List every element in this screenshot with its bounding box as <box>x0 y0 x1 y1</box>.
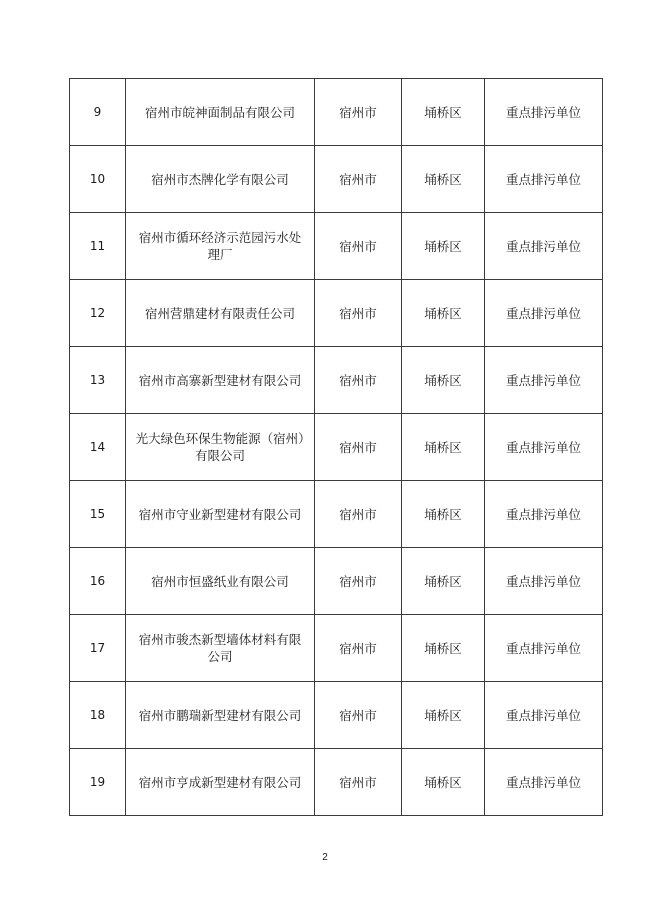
city-cell: 宿州市 <box>315 280 402 347</box>
city-cell: 宿州市 <box>315 481 402 548</box>
district-cell: 埇桥区 <box>402 213 485 280</box>
table-row <box>70 347 603 414</box>
city-cell: 宿州市 <box>315 79 402 146</box>
unit-type-cell: 重点排污单位 <box>485 548 603 615</box>
unit-type-cell: 重点排污单位 <box>485 682 603 749</box>
row-number-cell: 19 <box>70 749 126 816</box>
unit-type-cell: 重点排污单位 <box>485 481 603 548</box>
table-row <box>70 79 603 146</box>
row-number-cell: 16 <box>70 548 126 615</box>
district-cell: 埇桥区 <box>402 146 485 213</box>
table-body <box>70 79 603 816</box>
row-number-cell: 9 <box>70 79 126 146</box>
unit-type-cell: 重点排污单位 <box>485 146 603 213</box>
table-row <box>70 213 603 280</box>
row-number-cell: 12 <box>70 280 126 347</box>
district-cell: 埇桥区 <box>402 682 485 749</box>
company-name-cell: 宿州市骏杰新型墙体材料有限公司 <box>126 615 315 682</box>
unit-type-cell: 重点排污单位 <box>485 213 603 280</box>
unit-type-cell: 重点排污单位 <box>485 749 603 816</box>
city-cell: 宿州市 <box>315 414 402 481</box>
city-cell: 宿州市 <box>315 749 402 816</box>
company-name-cell: 宿州市杰牌化学有限公司 <box>126 146 315 213</box>
company-name-cell: 光大绿色环保生物能源（宿州）有限公司 <box>126 414 315 481</box>
company-name-cell: 宿州市恒盛纸业有限公司 <box>126 548 315 615</box>
city-cell: 宿州市 <box>315 682 402 749</box>
unit-type-cell: 重点排污单位 <box>485 615 603 682</box>
row-number-cell: 15 <box>70 481 126 548</box>
company-name-cell: 宿州市循环经济示范园污水处理厂 <box>126 213 315 280</box>
table-row <box>70 548 603 615</box>
district-cell: 埇桥区 <box>402 548 485 615</box>
unit-type-cell: 重点排污单位 <box>485 79 603 146</box>
table-row <box>70 682 603 749</box>
row-number-cell: 17 <box>70 615 126 682</box>
district-cell: 埇桥区 <box>402 347 485 414</box>
company-name-cell: 宿州市高寨新型建材有限公司 <box>126 347 315 414</box>
company-name-cell: 宿州市皖神面制品有限公司 <box>126 79 315 146</box>
page-number: 2 <box>322 852 328 863</box>
table-row <box>70 615 603 682</box>
pollutant-unit-table <box>69 78 603 816</box>
row-number-cell: 13 <box>70 347 126 414</box>
row-number-cell: 18 <box>70 682 126 749</box>
row-number-cell: 11 <box>70 213 126 280</box>
company-name-cell: 宿州市鹏瑞新型建材有限公司 <box>126 682 315 749</box>
company-name-cell: 宿州市亨成新型建材有限公司 <box>126 749 315 816</box>
city-cell: 宿州市 <box>315 213 402 280</box>
unit-type-cell: 重点排污单位 <box>485 414 603 481</box>
city-cell: 宿州市 <box>315 615 402 682</box>
company-name-cell: 宿州市守业新型建材有限公司 <box>126 481 315 548</box>
row-number-cell: 14 <box>70 414 126 481</box>
table-row <box>70 749 603 816</box>
table-row <box>70 481 603 548</box>
table-row <box>70 414 603 481</box>
unit-type-cell: 重点排污单位 <box>485 347 603 414</box>
row-number-cell: 10 <box>70 146 126 213</box>
city-cell: 宿州市 <box>315 146 402 213</box>
district-cell: 埇桥区 <box>402 481 485 548</box>
district-cell: 埇桥区 <box>402 280 485 347</box>
district-cell: 埇桥区 <box>402 615 485 682</box>
unit-type-cell: 重点排污单位 <box>485 280 603 347</box>
city-cell: 宿州市 <box>315 548 402 615</box>
city-cell: 宿州市 <box>315 347 402 414</box>
table-row <box>70 280 603 347</box>
district-cell: 埇桥区 <box>402 414 485 481</box>
company-name-cell: 宿州营鼎建材有限责任公司 <box>126 280 315 347</box>
table-row <box>70 146 603 213</box>
district-cell: 埇桥区 <box>402 749 485 816</box>
district-cell: 埇桥区 <box>402 79 485 146</box>
